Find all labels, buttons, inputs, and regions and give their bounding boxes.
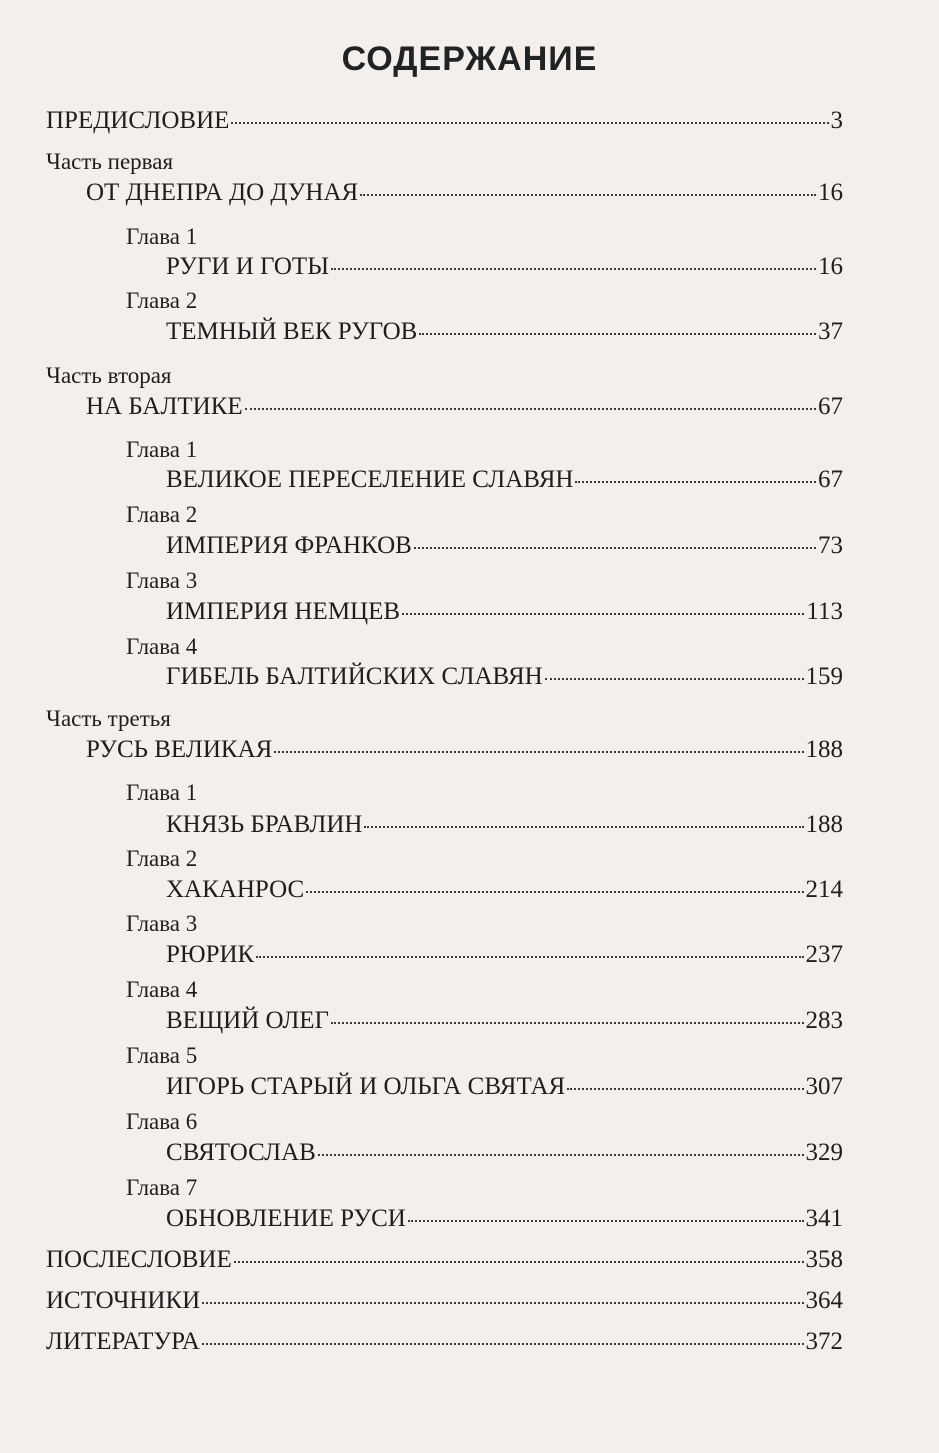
dot-leader: [234, 1259, 804, 1263]
toc-entry-chapter[interactable]: [166, 810, 843, 840]
entry-page: 3: [830, 107, 843, 134]
entry-page: 16: [818, 179, 843, 206]
entry-title: ТЕМНЫЙ ВЕК РУГОВ: [166, 318, 418, 345]
entry-title: ЛИТЕРАТУРА: [46, 1328, 200, 1355]
dot-leader: [545, 676, 804, 680]
entry-title: ВЕЛИКОЕ ПЕРЕСЕЛЕНИЕ СЛАВЯН: [166, 466, 574, 493]
entry-page: 358: [805, 1246, 843, 1273]
entry-title: КНЯЗЬ БРАВЛИН: [166, 811, 363, 838]
toc-entry-chapter[interactable]: [166, 317, 843, 347]
toc-entry-literature[interactable]: [46, 1327, 843, 1357]
toc-entry-chapter[interactable]: [166, 940, 843, 970]
dot-leader: [567, 1086, 803, 1090]
dot-leader: [231, 120, 828, 124]
dot-leader: [360, 192, 816, 196]
entry-title: ВЕЩИЙ ОЛЕГ: [166, 1007, 330, 1034]
toc-entry-chapter[interactable]: [166, 252, 843, 282]
page-title: СОДЕРЖАНИЕ: [341, 40, 598, 78]
chapter-label: Глава 7: [126, 1175, 198, 1200]
chapter-label: Глава 1: [126, 224, 198, 249]
dot-leader: [331, 266, 816, 270]
entry-page: 364: [805, 1287, 843, 1314]
entry-title: ИСТОЧНИКИ: [46, 1287, 201, 1314]
chapter-label: Глава 3: [126, 911, 198, 936]
dot-leader: [364, 824, 803, 828]
chapter-label: Глава 2: [126, 846, 198, 871]
dot-leader: [306, 889, 803, 893]
chapter-label: Глава 4: [126, 977, 198, 1002]
toc-entry-chapter[interactable]: [166, 465, 843, 495]
toc-entry-preface[interactable]: [46, 106, 843, 136]
toc-entry-chapter[interactable]: [166, 597, 843, 627]
dot-leader: [245, 406, 816, 410]
entry-title: ОТ ДНЕПРА ДО ДУНАЯ: [86, 179, 359, 206]
toc-entry-part[interactable]: [86, 735, 843, 765]
entry-page: 341: [805, 1205, 843, 1232]
entry-page: 283: [805, 1007, 843, 1034]
entry-page: 329: [805, 1139, 843, 1166]
entry-page: 372: [805, 1328, 843, 1355]
entry-page: 67: [818, 393, 843, 420]
entry-title: ХАКАНРОС: [166, 876, 305, 903]
toc-entry-afterword[interactable]: [46, 1245, 843, 1275]
entry-page: 188: [805, 811, 843, 838]
dot-leader: [274, 749, 803, 753]
entry-page: 237: [805, 941, 843, 968]
entry-page: 113: [806, 598, 843, 625]
toc-entry-chapter[interactable]: [166, 875, 843, 905]
entry-page: 37: [818, 318, 843, 345]
entry-title: РУГИ И ГОТЫ: [166, 253, 330, 280]
dot-leader: [202, 1300, 803, 1304]
entry-title: НА БАЛТИКЕ: [86, 393, 243, 420]
entry-page: 214: [805, 876, 843, 903]
entry-title: ИГОРЬ СТАРЫЙ И ОЛЬГА СВЯТАЯ: [166, 1073, 566, 1100]
dot-leader: [414, 545, 816, 549]
dot-leader: [575, 479, 816, 483]
entry-page: 67: [818, 466, 843, 493]
toc-entry-chapter[interactable]: [166, 1006, 843, 1036]
entry-title: ИМПЕРИЯ НЕМЦЕВ: [166, 598, 401, 625]
toc-entry-chapter[interactable]: [166, 1204, 843, 1234]
part-label: Часть третья: [46, 706, 171, 731]
toc-entry-chapter[interactable]: [166, 1138, 843, 1168]
part-label: Часть вторая: [46, 363, 172, 388]
entry-title: ОБНОВЛЕНИЕ РУСИ: [166, 1205, 406, 1232]
dot-leader: [408, 1218, 804, 1222]
dot-leader: [202, 1341, 804, 1345]
chapter-label: Глава 1: [126, 437, 198, 462]
chapter-label: Глава 2: [126, 288, 198, 313]
entry-title: ПРЕДИСЛОВИЕ: [46, 107, 230, 134]
chapter-label: Глава 6: [126, 1109, 198, 1134]
toc-entry-part[interactable]: [86, 392, 843, 422]
dot-leader: [419, 331, 816, 335]
dot-leader: [318, 1152, 804, 1156]
entry-title: ИМПЕРИЯ ФРАНКОВ: [166, 532, 412, 559]
toc-entry-sources[interactable]: [46, 1286, 843, 1316]
entry-title: РЮРИК: [166, 941, 255, 968]
dot-leader: [402, 611, 804, 615]
entry-page: 16: [818, 253, 843, 280]
toc-entry-part[interactable]: [86, 178, 843, 208]
entry-title: РУСЬ ВЕЛИКАЯ: [86, 736, 273, 763]
part-label: Часть первая: [46, 149, 174, 174]
entry-page: 188: [805, 736, 843, 763]
entry-title: ПОСЛЕСЛОВИЕ: [46, 1246, 232, 1273]
entry-page: 159: [805, 663, 843, 690]
dot-leader: [256, 954, 803, 958]
entry-title: ГИБЕЛЬ БАЛТИЙСКИХ СЛАВЯН: [166, 663, 543, 690]
entry-title: СВЯТОСЛАВ: [166, 1139, 316, 1166]
chapter-label: Глава 5: [126, 1043, 198, 1068]
toc-entry-chapter[interactable]: [166, 531, 843, 561]
entry-page: 307: [805, 1073, 843, 1100]
toc-entry-chapter[interactable]: [166, 1072, 843, 1102]
chapter-label: Глава 1: [126, 780, 198, 805]
chapter-label: Глава 4: [126, 634, 198, 659]
dot-leader: [331, 1020, 803, 1024]
chapter-label: Глава 2: [126, 502, 198, 527]
toc-entry-chapter[interactable]: [166, 662, 843, 692]
chapter-label: Глава 3: [126, 568, 198, 593]
entry-page: 73: [818, 532, 843, 559]
